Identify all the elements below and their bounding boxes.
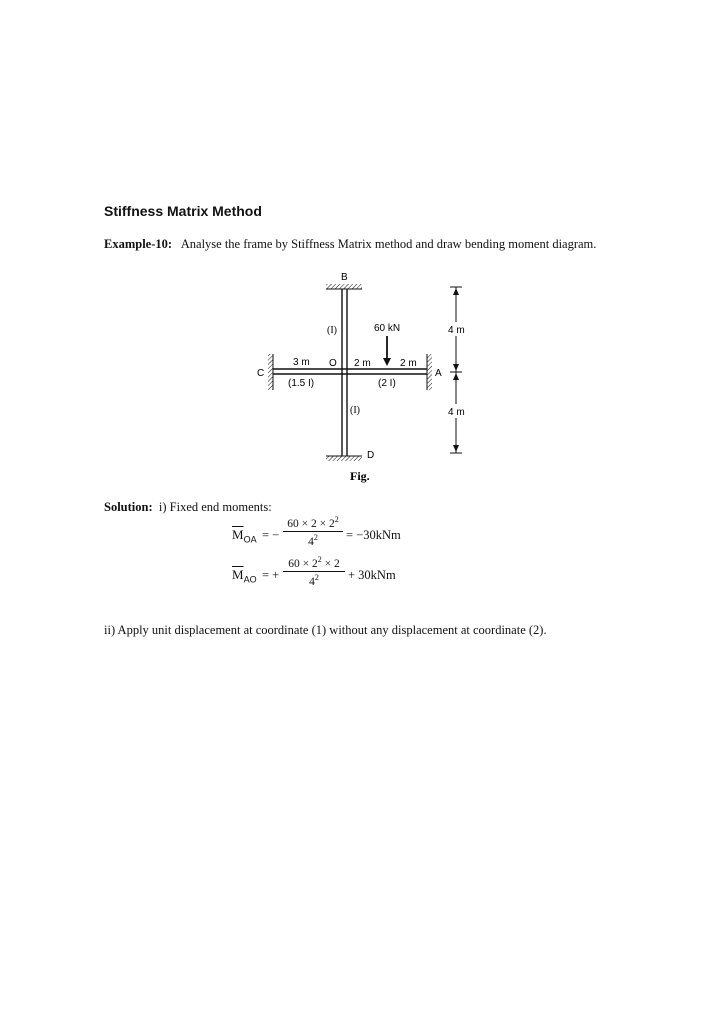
solution-step1: i) Fixed end moments:: [158, 500, 272, 514]
upper-column-inertia: (I): [327, 325, 337, 336]
moment-ao-symbol: $\overline{M}_{AO}$: [232, 567, 257, 585]
upper-height-label: 4 m: [448, 325, 465, 336]
solution-line: [104, 500, 272, 515]
lower-column-inertia: (I): [350, 405, 360, 416]
support-a-hatch: [427, 354, 432, 390]
moment-oa-fraction: $60 \times 2 \times 2^2$ $4^2$: [283, 515, 343, 548]
example-label: Example-10:: [104, 237, 173, 251]
load-arrow: [383, 336, 391, 366]
lower-height-label: 4 m: [448, 407, 465, 418]
beam-ca: [273, 369, 427, 374]
moment-ao-fraction: $60 \times 2^2 \times 2$ $4^2$: [283, 555, 345, 588]
column-bd: [342, 289, 347, 456]
moment-ao-sign: = +: [262, 568, 280, 582]
solution-step2: ii) Apply unit displacement at coordinate (1) without any displacement at coordinate (2).: [104, 623, 547, 637]
solution-label: Solution:: [104, 500, 153, 514]
node-c-label: C: [257, 368, 265, 379]
load-label: 60 kN: [374, 323, 401, 334]
node-d-label: D: [367, 450, 375, 461]
support-d-hatch: [326, 456, 362, 461]
moment-oa-result: = −30kNm: [346, 528, 401, 542]
moment-oa-symbol: $\overline{M}_{OA}$: [232, 527, 257, 545]
right-span-2-label: 2 m: [400, 358, 417, 369]
left-beam-inertia: (1.5 I): [288, 378, 315, 389]
node-o-label: O: [329, 358, 337, 369]
node-a-label: A: [435, 368, 442, 379]
node-b-label: B: [341, 272, 348, 283]
support-b-hatch: [326, 284, 362, 289]
height-dimension: [446, 287, 468, 453]
section-heading: Stiffness Matrix Method: [104, 203, 262, 219]
moment-oa-sign: = −: [262, 528, 280, 542]
right-span-1-label: 2 m: [354, 358, 371, 369]
figure-caption: Fig.: [350, 469, 370, 483]
moment-ao-result: + 30kNm: [348, 568, 396, 582]
support-c-hatch: [268, 354, 273, 390]
left-span-label: 3 m: [293, 357, 310, 368]
right-beam-inertia: (2 I): [378, 378, 396, 389]
example-text: Analyse the frame by Stiffness Matrix method and draw bending moment diagram.: [180, 237, 597, 251]
